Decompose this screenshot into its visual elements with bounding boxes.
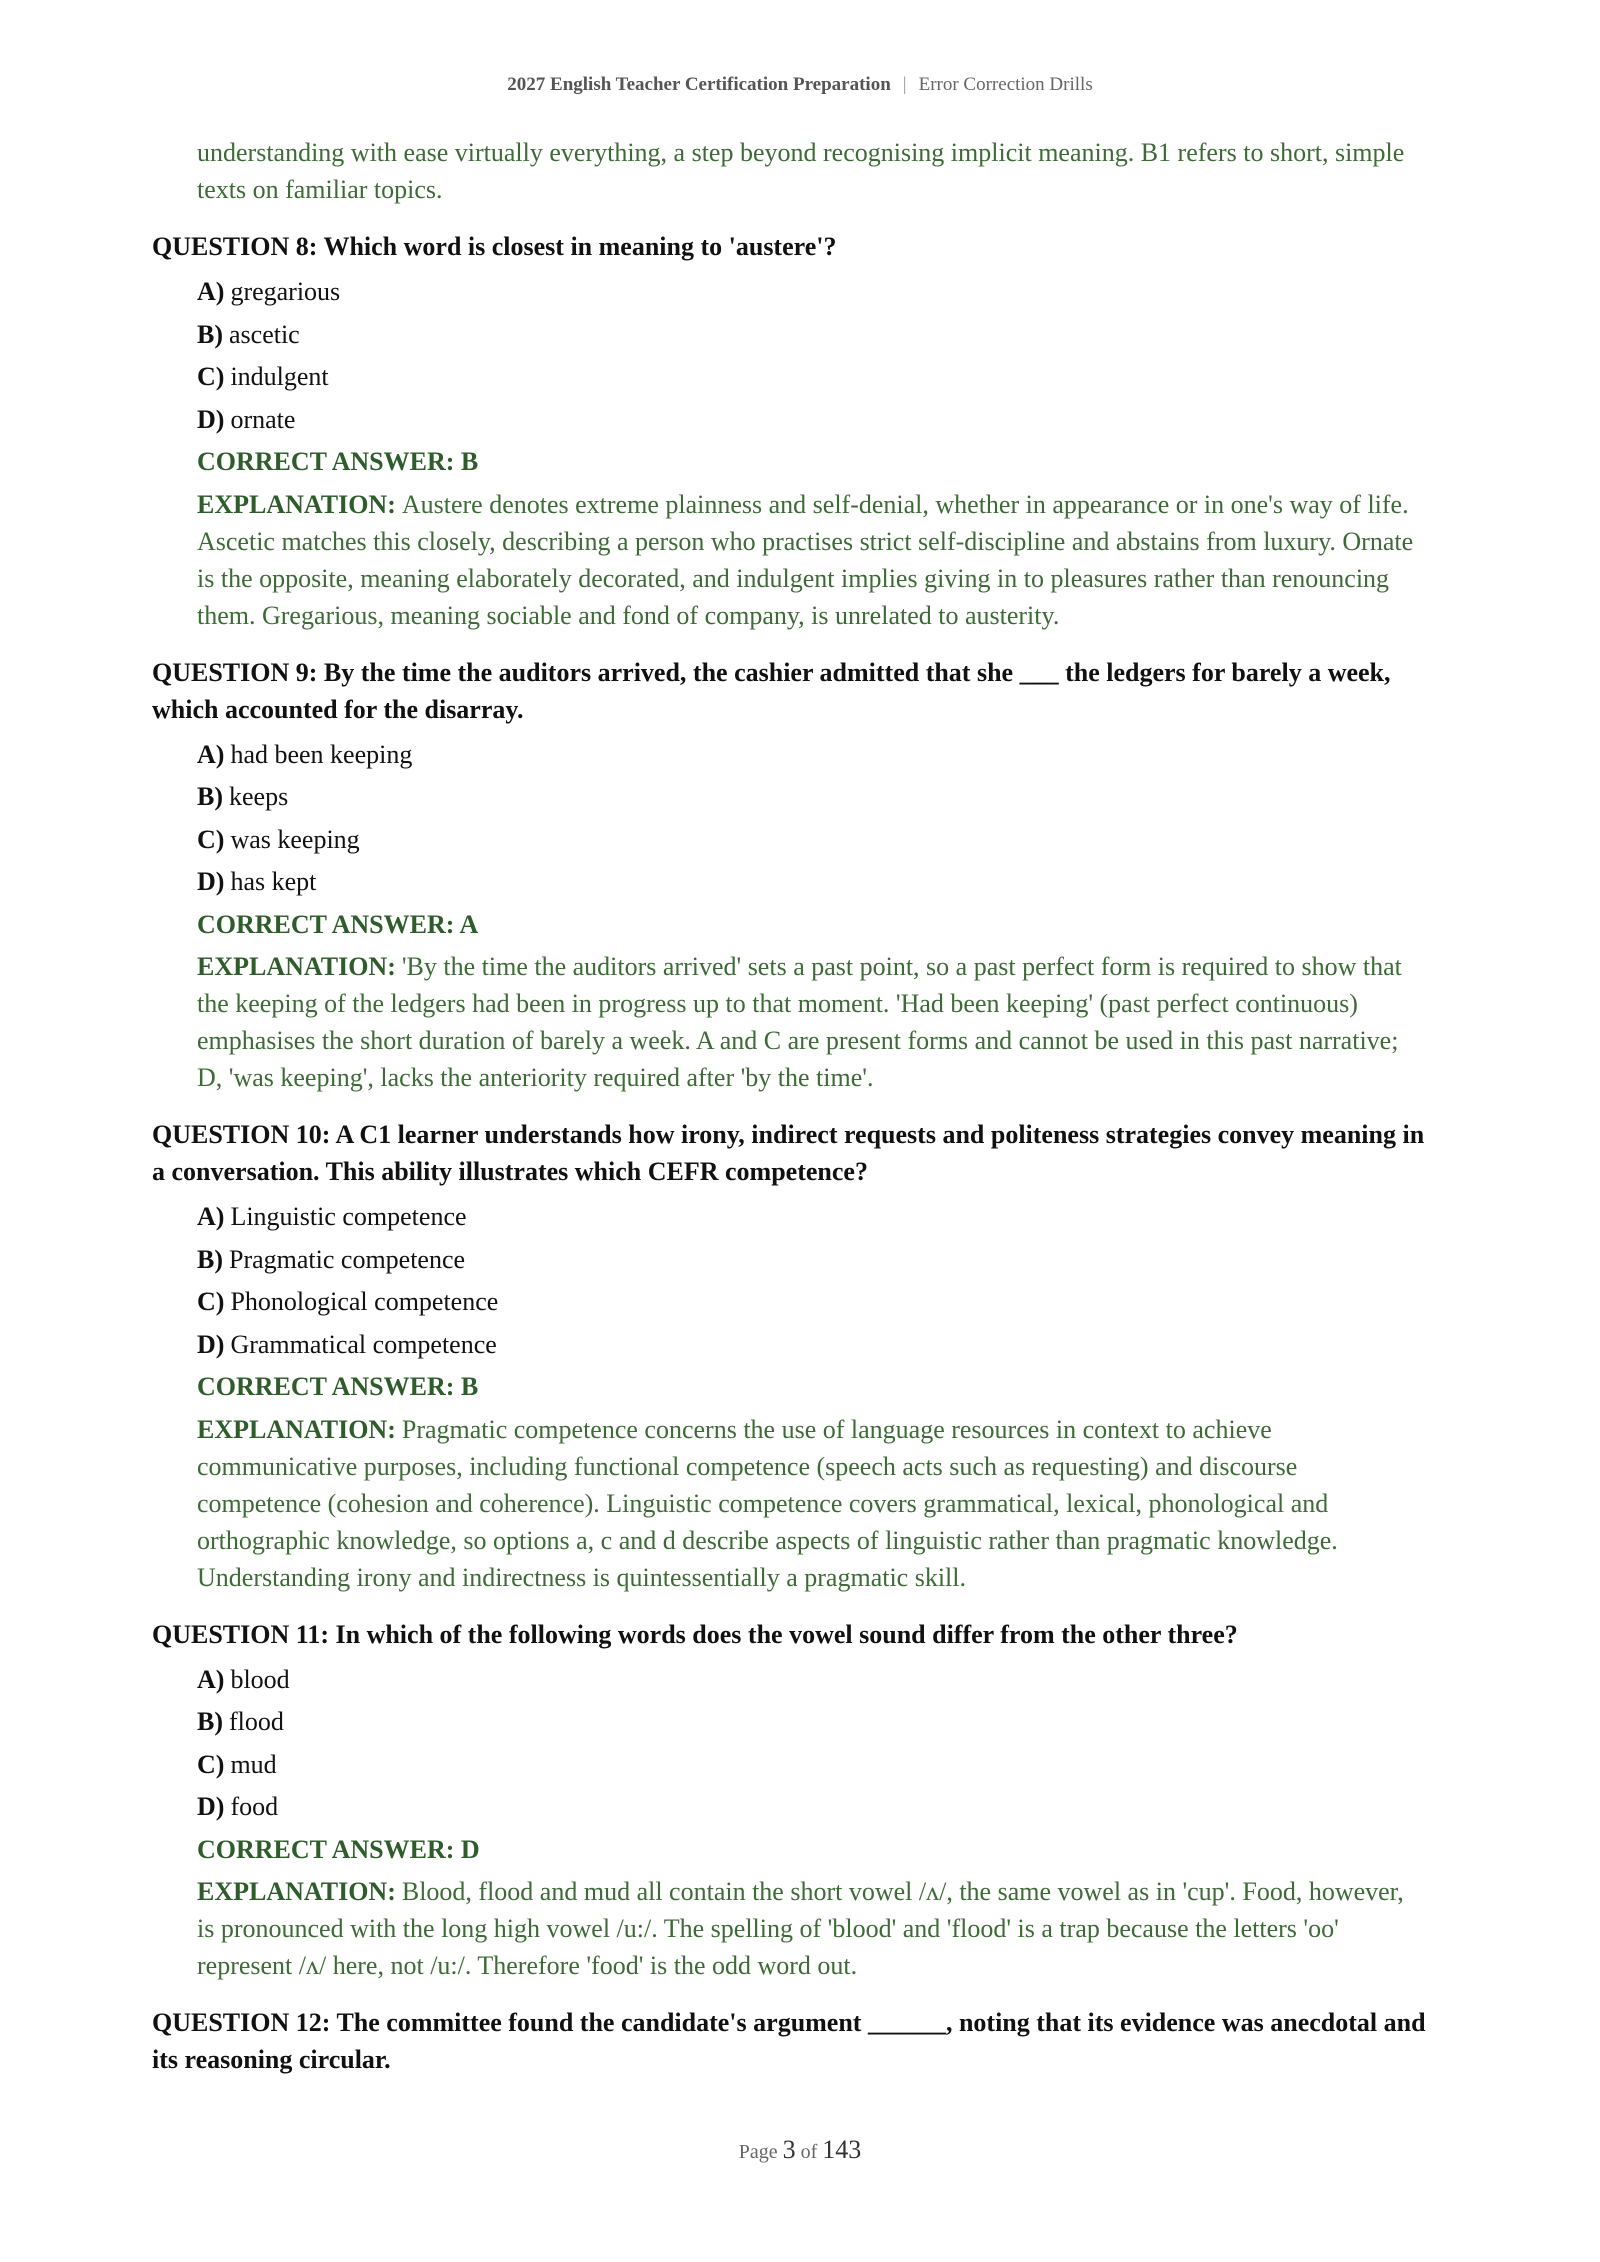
option-text: ascetic	[229, 319, 300, 349]
answer-label: CORRECT ANSWER:	[197, 447, 455, 476]
page-number: 3	[782, 2135, 796, 2164]
header-section: Error Correction Drills	[918, 74, 1093, 95]
option-letter: A)	[197, 739, 225, 769]
correct-answer	[197, 1829, 1427, 1872]
page-header	[0, 74, 1600, 96]
answer-letter: D	[460, 1834, 480, 1864]
option-c	[197, 356, 1427, 399]
page-content	[152, 134, 1427, 2084]
page-word: Page	[738, 2141, 778, 2163]
option-text: ornate	[230, 404, 296, 434]
option-letter: C)	[197, 1287, 225, 1316]
question-block-10	[152, 1116, 1427, 1596]
explanation	[197, 1409, 1427, 1596]
question-block-8	[152, 228, 1427, 634]
option-a	[197, 1196, 1427, 1239]
option-letter: B)	[197, 782, 223, 811]
question-prompt: QUESTION 9: By the time the auditors arrived, the cashier admitted that she ___ the ledgers for barely a week, which accounted for the disarray.	[152, 657, 1391, 724]
option-text: has kept	[230, 867, 317, 896]
header-separator: |	[902, 74, 907, 95]
option-text: Pragmatic competence	[229, 1244, 466, 1274]
option-d	[197, 861, 1427, 904]
explanation	[197, 484, 1427, 634]
answer-letter: B	[460, 447, 479, 476]
question-block-12	[152, 2004, 1427, 2078]
option-letter: C)	[197, 362, 225, 391]
explanation-text: 'By the time the auditors arrived' sets a past point, so a past perfect form is required to show that the keeping of the ledgers had been in progress up to that moment. 'Had been keeping' (past perfect continuous) emphasises the short duration of barely a week. A and C are present forms and cannot be used in this past narrative; D, 'was keeping', lacks the anteriority required after 'by the time'.	[197, 952, 1402, 1092]
option-letter: A)	[197, 277, 225, 306]
option-text: was keeping	[230, 824, 360, 854]
correct-answer	[197, 904, 1427, 947]
option-letter: D)	[197, 1329, 225, 1359]
option-letter: C)	[197, 1749, 225, 1779]
option-letter: B)	[197, 319, 223, 349]
option-b	[197, 1239, 1427, 1282]
option-d	[197, 1324, 1427, 1367]
option-letter: D)	[197, 867, 225, 896]
option-d	[197, 1786, 1427, 1829]
option-text: keeps	[229, 782, 289, 811]
option-text: indulgent	[230, 362, 329, 391]
option-letter: B)	[197, 1244, 223, 1274]
option-a	[197, 1659, 1427, 1702]
explanation-text: Blood, flood and mud all contain the short vowel /ʌ/, the same vowel as in 'cup'. Food, however, is pronounced with the long high vowel /u:/. The spelling of 'blood' and 'flood' is a trap because the letters 'oo' represent /ʌ/ here, not /u:/. Therefore 'food' is the odd word out.	[197, 1877, 1404, 1980]
question-block-9	[152, 654, 1427, 1097]
option-letter: B)	[197, 1707, 223, 1736]
explanation-label: EXPLANATION:	[197, 1414, 396, 1444]
option-c	[197, 819, 1427, 862]
option-letter: A)	[197, 1664, 225, 1694]
header-title: 2027 English Teacher Certification Preparation	[507, 74, 891, 95]
of-word: of	[800, 2141, 818, 2163]
option-text: mud	[230, 1749, 277, 1779]
explanation-label: EXPLANATION:	[197, 489, 396, 519]
option-text: Grammatical competence	[230, 1329, 497, 1359]
answer-letter: A	[459, 909, 479, 939]
option-letter: D)	[197, 1792, 225, 1821]
explanation-text: Pragmatic competence concerns the use of language resources in context to achieve communicative purposes, including functional competence (speech acts such as requesting) and discourse competence (cohesion and coherence). Linguistic competence covers grammatical, lexical, phonological and orthographic knowledge, so options a, c and d describe aspects of linguistic rather than pragmatic knowledge. Understanding irony and indirectness is quintessentially a pragmatic skill.	[197, 1414, 1338, 1592]
answer-label: CORRECT ANSWER:	[197, 909, 455, 939]
question-prompt: QUESTION 12: The committee found the candidate's argument ______, noting that its evidence was anecdotal and its reasoning circular.	[152, 2008, 1426, 2074]
option-b	[197, 776, 1427, 819]
option-c	[197, 1281, 1427, 1324]
question-prompt: QUESTION 8: Which word is closest in meaning to 'austere'?	[152, 232, 837, 261]
intro-explanation-continuation: understanding with ease virtually everything, a step beyond recognising implicit meaning. B1 refers to short, simple texts on familiar topics.	[197, 138, 1405, 204]
question-prompt: QUESTION 10: A C1 learner understands how irony, indirect requests and politeness strategies convey meaning in a conversation. This ability illustrates which CEFR competence?	[152, 1120, 1425, 1186]
answer-letter: B	[460, 1372, 479, 1401]
option-letter: D)	[197, 404, 225, 434]
option-text: had been keeping	[230, 739, 413, 769]
total-pages: 143	[822, 2135, 862, 2164]
question-prompt: QUESTION 11: In which of the following words does the vowel sound differ from the other three?	[152, 1619, 1238, 1649]
option-text: food	[230, 1792, 279, 1821]
option-text: blood	[230, 1664, 290, 1694]
option-b	[197, 1701, 1427, 1744]
correct-answer	[197, 1366, 1427, 1409]
explanation-label: EXPLANATION:	[197, 1877, 396, 1906]
option-a	[197, 734, 1427, 777]
correct-answer	[197, 441, 1427, 484]
option-text: Linguistic competence	[230, 1202, 467, 1231]
option-letter: A)	[197, 1202, 225, 1231]
option-letter: C)	[197, 824, 225, 854]
option-text: gregarious	[230, 277, 341, 306]
option-c	[197, 1744, 1427, 1787]
answer-label: CORRECT ANSWER:	[197, 1372, 455, 1401]
explanation	[197, 1871, 1427, 1984]
option-a	[197, 271, 1427, 314]
explanation	[197, 946, 1427, 1096]
option-text: flood	[229, 1707, 284, 1736]
page-footer	[0, 2135, 1600, 2165]
option-d	[197, 399, 1427, 442]
answer-label: CORRECT ANSWER:	[197, 1834, 455, 1864]
explanation-label: EXPLANATION:	[197, 952, 396, 981]
question-block-11	[152, 1616, 1427, 1985]
option-text: Phonological competence	[230, 1287, 499, 1316]
option-b	[197, 314, 1427, 357]
explanation-text: Austere denotes extreme plainness and self-denial, whether in appearance or in one's way of life. Ascetic matches this closely, describing a person who practises strict self-discipline and abstains from luxury. Ornate is the opposite, meaning elaborately decorated, and indulgent implies giving in to pleasures rather than renouncing them. Gregarious, meaning sociable and fond of company, is unrelated to austerity.	[197, 489, 1414, 630]
